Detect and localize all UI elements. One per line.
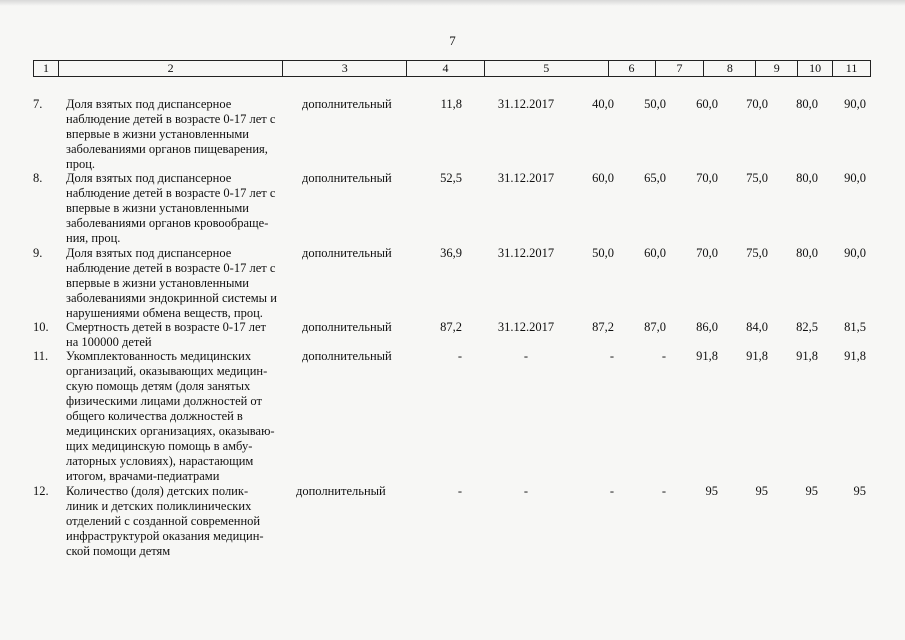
value-col-7: 60,0 bbox=[644, 246, 666, 260]
indicator-name: Количество (доля) детских полик- линик и детских поликлинических отделений с созданной современной инфраструктурой оказания медицин- ской помощи детям bbox=[66, 484, 264, 558]
base-value: 11,8 bbox=[440, 97, 462, 111]
value-col-6: 87,2 bbox=[592, 320, 614, 334]
value-col-7: 65,0 bbox=[644, 171, 666, 185]
value-col-10: 80,0 bbox=[796, 171, 818, 185]
indicator-type: дополнительный bbox=[302, 349, 392, 363]
value-col-6: - bbox=[609, 484, 614, 498]
value-col-6: 60,0 bbox=[592, 171, 614, 185]
col-header-8: 8 bbox=[704, 61, 756, 76]
value-col-8: 95 bbox=[705, 484, 718, 498]
value-col-11: 95 bbox=[853, 484, 866, 498]
col-header-2: 2 bbox=[59, 61, 283, 76]
row-number: 9. bbox=[33, 246, 43, 260]
base-value: - bbox=[457, 484, 462, 498]
value-col-7: - bbox=[661, 349, 666, 363]
value-col-11: 81,5 bbox=[844, 320, 866, 334]
indicator-type: дополнительный bbox=[302, 171, 392, 185]
col-header-9: 9 bbox=[756, 61, 798, 76]
indicator-name: Доля взятых под диспансерное наблюдение детей в возрасте 0-17 лет с впервые в жизни установленными заболеваниями эндокринной системы и нарушениями обмена веществ, проц. bbox=[66, 246, 277, 320]
value-col-10: 82,5 bbox=[796, 320, 818, 334]
base-value: 87,2 bbox=[440, 320, 462, 334]
indicator-type: дополнительный bbox=[302, 320, 392, 334]
col-header-6: 6 bbox=[609, 61, 656, 76]
row-number: 8. bbox=[33, 171, 43, 185]
row-number: 12. bbox=[33, 484, 49, 498]
value-col-8: 70,0 bbox=[696, 171, 718, 185]
base-value: 36,9 bbox=[440, 246, 462, 260]
value-col-9: 75,0 bbox=[746, 171, 768, 185]
indicator-type: дополнительный bbox=[302, 246, 392, 260]
value-col-11: 91,8 bbox=[844, 349, 866, 363]
base-date: - bbox=[523, 484, 529, 498]
value-col-7: - bbox=[661, 484, 666, 498]
value-col-10: 80,0 bbox=[796, 97, 818, 111]
value-col-8: 86,0 bbox=[696, 320, 718, 334]
value-col-6: 40,0 bbox=[592, 97, 614, 111]
base-date: - bbox=[523, 349, 529, 363]
value-col-10: 91,8 bbox=[796, 349, 818, 363]
value-col-8: 70,0 bbox=[696, 246, 718, 260]
base-date: 31.12.2017 bbox=[497, 320, 555, 334]
col-header-4: 4 bbox=[407, 61, 485, 76]
base-value: 52,5 bbox=[440, 171, 462, 185]
value-col-7: 87,0 bbox=[644, 320, 666, 334]
indicator-name: Укомплектованность медицинских организаций, оказывающих медицин- скую помощь детям (доля занятых физическими лицами должностей от общего количества должностей в медицинских организациях, оказываю- щих медицинскую помощь в амбу- латорных условиях), нарастающим итогом, врачами-педиатрами bbox=[66, 349, 275, 483]
value-col-9: 95 bbox=[755, 484, 768, 498]
value-col-7: 50,0 bbox=[644, 97, 666, 111]
base-date: 31.12.2017 bbox=[497, 246, 555, 260]
col-header-7: 7 bbox=[656, 61, 705, 76]
row-number: 11. bbox=[33, 349, 49, 363]
indicator-name: Смертность детей в возрасте 0-17 лет на 100000 детей bbox=[66, 320, 266, 349]
indicator-type: дополнительный bbox=[296, 484, 386, 498]
value-col-9: 75,0 bbox=[746, 246, 768, 260]
value-col-11: 90,0 bbox=[844, 246, 866, 260]
col-header-1: 1 bbox=[34, 61, 59, 76]
col-header-3: 3 bbox=[283, 61, 407, 76]
value-col-11: 90,0 bbox=[844, 171, 866, 185]
row-number: 7. bbox=[33, 97, 43, 111]
col-header-11: 11 bbox=[845, 61, 858, 75]
base-date: 31.12.2017 bbox=[497, 97, 555, 111]
value-col-9: 70,0 bbox=[746, 97, 768, 111]
base-value: - bbox=[457, 349, 462, 363]
value-col-10: 80,0 bbox=[796, 246, 818, 260]
page-number: 7 bbox=[449, 33, 456, 48]
value-col-11: 90,0 bbox=[844, 97, 866, 111]
value-col-9: 91,8 bbox=[746, 349, 768, 363]
col-header-10: 10 bbox=[798, 61, 833, 76]
row-number: 10. bbox=[33, 320, 49, 334]
indicator-name: Доля взятых под диспансерное наблюдение детей в возрасте 0-17 лет с впервые в жизни установленными заболеваниями органов кровообраще- ния, проц. bbox=[66, 171, 276, 245]
value-col-8: 60,0 bbox=[696, 97, 718, 111]
value-col-6: - bbox=[609, 349, 614, 363]
indicator-name: Доля взятых под диспансерное наблюдение детей в возрасте 0-17 лет с впервые в жизни установленными заболеваниями органов пищеварения, проц. bbox=[66, 97, 276, 171]
value-col-9: 84,0 bbox=[746, 320, 768, 334]
value-col-8: 91,8 bbox=[696, 349, 718, 363]
value-col-6: 50,0 bbox=[592, 246, 614, 260]
value-col-10: 95 bbox=[805, 484, 818, 498]
col-header-5: 5 bbox=[485, 61, 609, 76]
base-date: 31.12.2017 bbox=[497, 171, 555, 185]
indicator-type: дополнительный bbox=[302, 97, 392, 111]
